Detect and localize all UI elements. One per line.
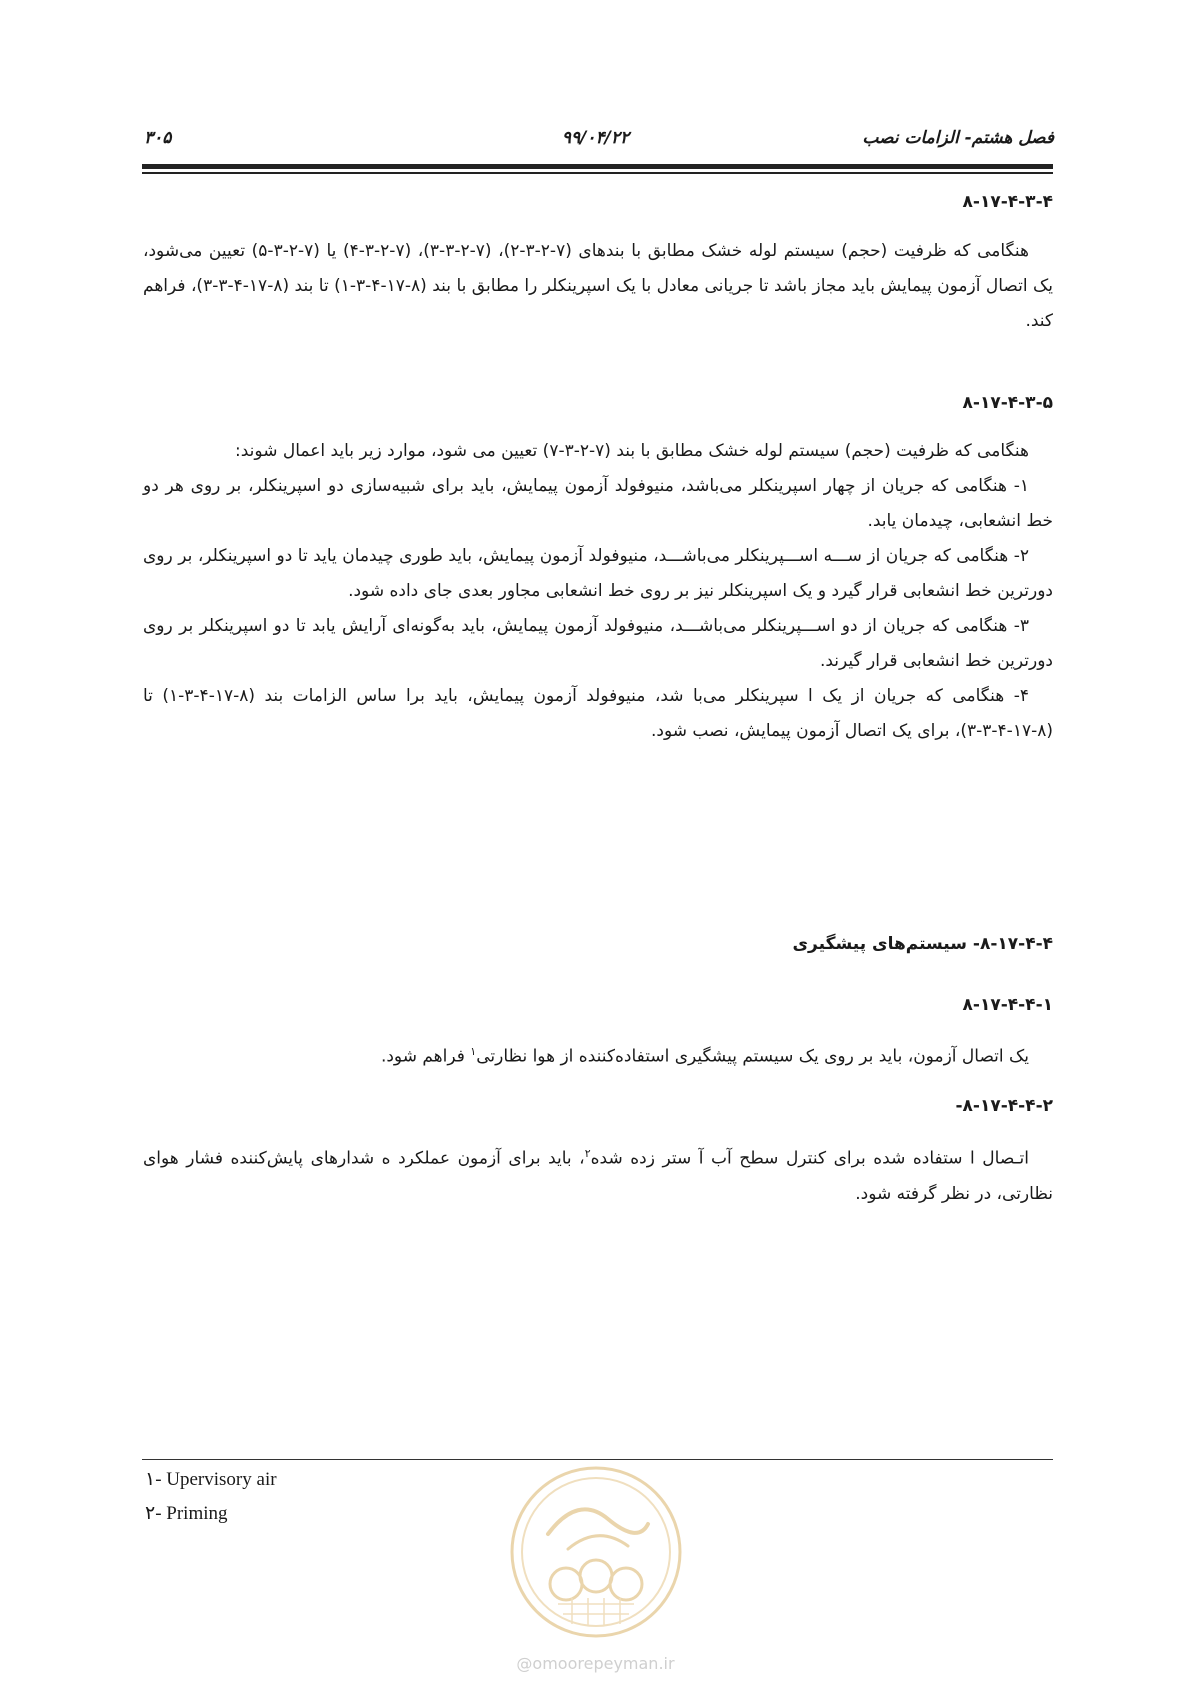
list-item: ۳- هنگامی که جریان از دو اســـپرینکلر می‌باشـــد، منیوفولد آزمون پیمایش، باید به‌گونه‌ای آرایش یابد تا دو اسپرینکلر بر روی دورترین خط انشعابی قرار گیرند.: [143, 616, 1053, 671]
paragraph-text: یک اتصال آزمون، باید بر روی یک سیستم پیشگیری استفاده‌کننده از هوا نظارتی: [476, 1046, 1029, 1067]
section-number: ۸-۱۷-۴-۳-۴: [962, 192, 1053, 212]
subsection-title: ۸-۱۷-۴-۴- سیستم‌های پیشگیری: [792, 934, 1053, 954]
footnote-rule: [142, 1459, 1053, 1460]
section-body: [143, 1034, 1053, 1075]
footnote-mark: ۲: [584, 1147, 591, 1160]
footnote-mark: ۱: [470, 1045, 477, 1058]
chapter-title: فصل هشتم- الزامات نصب: [862, 128, 1054, 148]
paragraph: [143, 1136, 1053, 1212]
section-body: [143, 1136, 1053, 1212]
footnote: ۲- Priming: [145, 1503, 228, 1524]
paragraph: هنگامی که ظرفیت (حجم) سیستم لوله خشک مطابق با بندهای (۷-۲-۳-۲)، (۷-۲-۳-۳)، (۷-۲-۳-۴) یا (۷-۲-۳-۵) تعیین می‌شود، یک اتصال آزمون پیمایش باید مجاز باشد تا جریانی معادل با یک اسپرینکلر را مطابق با بند (۸-۱۷-۴-۳-۱) تا بند (۸-۱۷-۴-۳-۳)، فراهم کند.: [143, 241, 1054, 331]
section-number: ۸-۱۷-۴-۴-۱: [962, 995, 1053, 1015]
paragraph: هنگامی که ظرفیت (حجم) سیستم لوله خشک مطابق با بند (۷-۲-۳-۷) تعیین می شود، موارد زیر باید اعمال شوند:: [235, 441, 1029, 461]
header-date: ۹۹/۰۴/۲۲: [561, 128, 630, 148]
paragraph: [143, 1034, 1053, 1075]
footnote: ۱- Upervisory air: [145, 1469, 277, 1490]
section-number: ۸-۱۷-۴-۴-۲-: [955, 1096, 1053, 1116]
list-item: ۱- هنگامی که جریان از چهار اسپرینکلر می‌باشد، منیوفولد آزمون پیمایش، باید برای شبیه‌سازی دو اسپرینکلر، بر روی هر دو خط انشعابی، چیدمان یابد.: [143, 476, 1053, 531]
paragraph-text: فراهم شود.: [380, 1046, 471, 1067]
page-number: ۳۰۵: [144, 128, 172, 148]
header-rule-thick: [142, 164, 1053, 169]
header-rule-thin: [142, 172, 1053, 174]
list-item: ۴- هنگامی که جریان از یک ا سپرینکلر می‌با شد، منیوفولد آزمون پیمایش، باید برا ساس الزامات بند (۸-۱۷-۴-۳-۱) تا (۸-۱۷-۴-۳-۳)، برای یک اتصال آزمون پیمایش، نصب شود.: [143, 686, 1053, 741]
section-body: [143, 234, 1053, 339]
section-body: [143, 434, 1053, 749]
omoorepeyman-seal-icon: [508, 1464, 684, 1640]
paragraph-text: ، باید برای آزمون عملکرد ه شدارهای پایش‌کننده فشار هوای نظارتی، در نظر گرفته شود.: [143, 1148, 1053, 1204]
paragraph-text: اتـصال ا ستفاده شده برای کنترل سطح آب آ ستر زده شده: [590, 1148, 1029, 1169]
section-number: ۸-۱۷-۴-۳-۵: [962, 393, 1053, 413]
watermark-url: @omoorepeyman.ir: [516, 1654, 675, 1673]
list-item: ۲- هنگامی که جریان از ســـه اســـپرینکلر می‌باشـــد، منیوفولد آزمون پیمایش، باید طوری چیدمان یاید تا دو اسپرینکلر، بر روی دورترین خط انشعابی قرار گیرد و یک اسپرینکلر نیز بر روی خط انشعابی مجاور بعدی جای داده شود.: [143, 546, 1053, 601]
